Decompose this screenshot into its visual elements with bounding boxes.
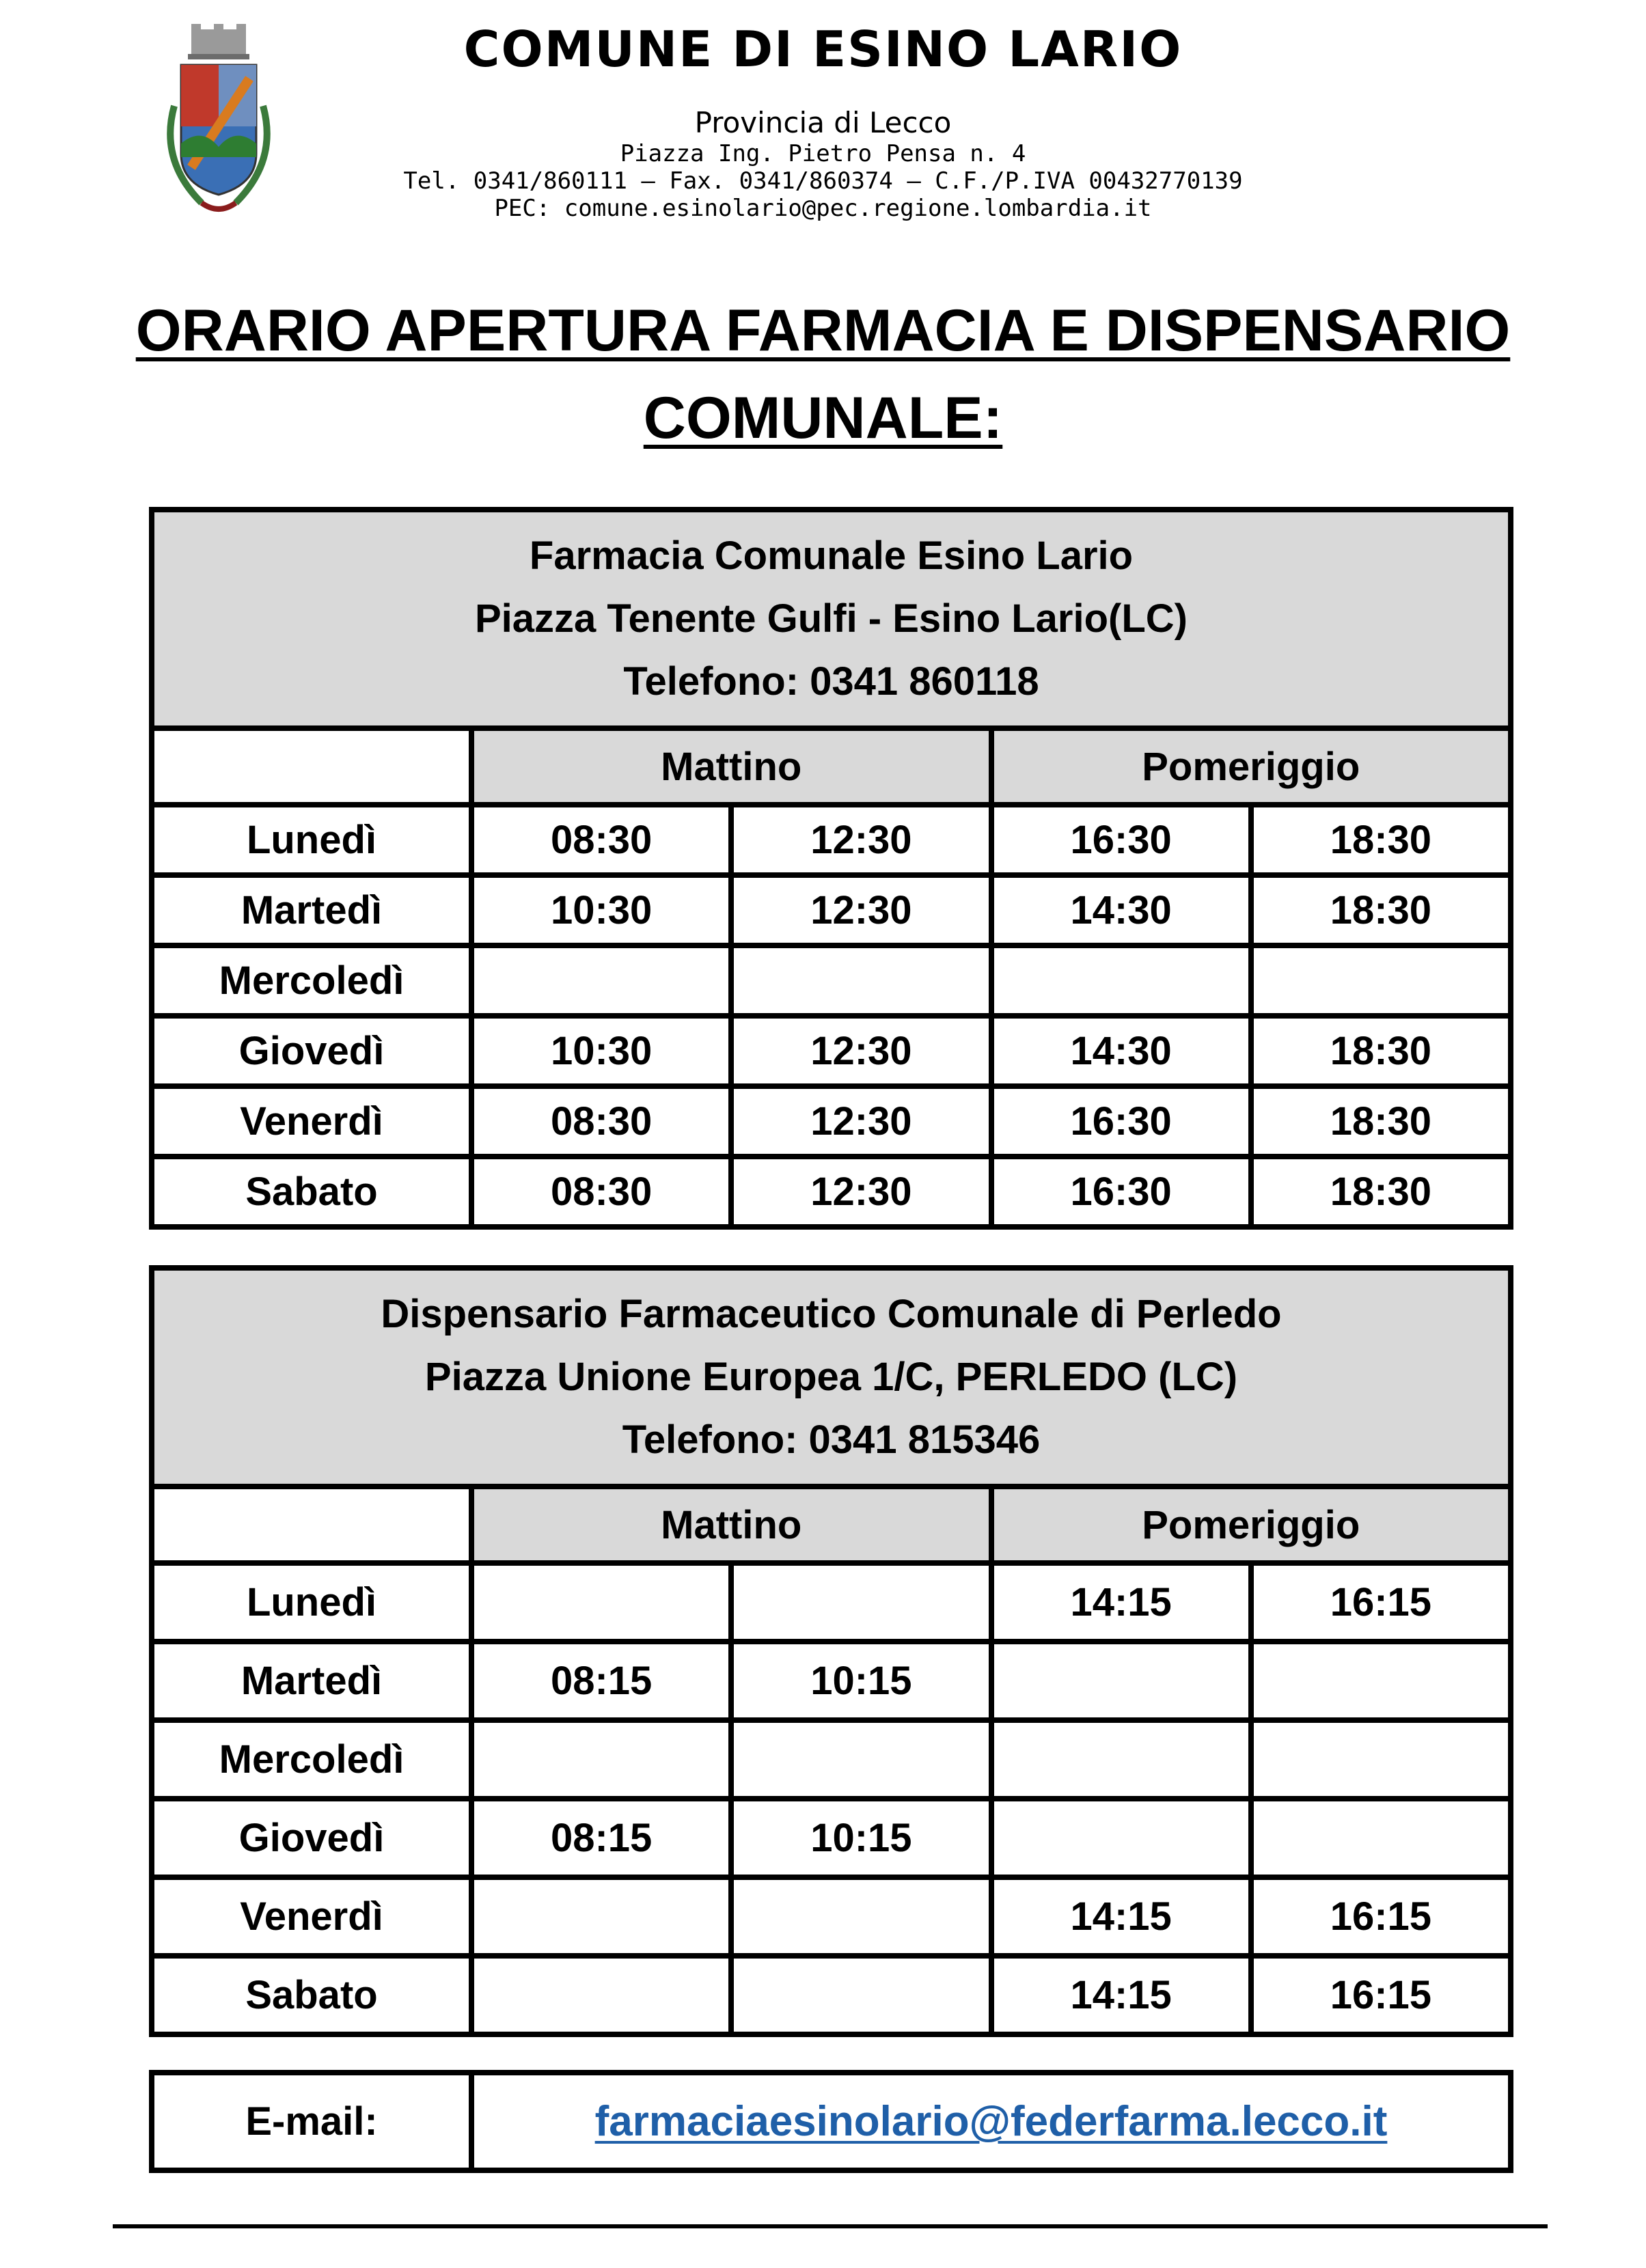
day-cell: Mercoledì bbox=[152, 1720, 471, 1799]
farmacia-phone: Telefono: 0341 860118 bbox=[623, 659, 1039, 704]
day-cell: Giovedì bbox=[152, 1799, 471, 1877]
table-row bbox=[152, 1086, 1511, 1157]
morning-close-cell bbox=[731, 1720, 991, 1799]
day-cell: Giovedì bbox=[152, 1016, 471, 1086]
afternoon-close-cell bbox=[1251, 1799, 1511, 1877]
afternoon-close-cell: 18:30 bbox=[1251, 875, 1511, 945]
contacts-line: Tel. 0341/860111 – Fax. 0341/860374 – C.F./P.IVA 00432770139 bbox=[403, 167, 1243, 195]
table-row bbox=[152, 875, 1511, 945]
dispensario-shift-header-row bbox=[152, 1486, 1511, 1563]
morning-open-cell: 08:30 bbox=[471, 1157, 731, 1227]
afternoon-close-cell: 16:15 bbox=[1251, 1563, 1511, 1642]
day-cell: Lunedì bbox=[152, 1563, 471, 1642]
morning-open-cell bbox=[471, 1720, 731, 1799]
morning-open-cell bbox=[471, 945, 731, 1016]
document-title bbox=[0, 287, 1646, 462]
day-cell: Lunedì bbox=[152, 805, 471, 875]
morning-close-cell bbox=[731, 1956, 991, 2034]
afternoon-close-cell bbox=[1251, 1720, 1511, 1799]
farmacia-info-cell bbox=[152, 510, 1511, 728]
afternoon-close-cell: 18:30 bbox=[1251, 1157, 1511, 1227]
bottom-divider bbox=[113, 2224, 1548, 2228]
afternoon-close-cell bbox=[1251, 1642, 1511, 1720]
day-cell: Mercoledì bbox=[152, 945, 471, 1016]
afternoon-open-cell: 14:15 bbox=[991, 1956, 1251, 2034]
morning-open-cell bbox=[471, 1877, 731, 1956]
dispensario-address: Piazza Unione Europea 1/C, PERLEDO (LC) bbox=[424, 1355, 1238, 1399]
morning-close-cell: 10:15 bbox=[731, 1799, 991, 1877]
day-cell: Martedì bbox=[152, 875, 471, 945]
morning-close-cell: 10:15 bbox=[731, 1642, 991, 1720]
dispensario-schedule-table bbox=[149, 1265, 1513, 2037]
table-row bbox=[152, 805, 1511, 875]
afternoon-open-cell: 14:30 bbox=[991, 1016, 1251, 1086]
email-cell bbox=[471, 2073, 1511, 2170]
day-cell: Martedì bbox=[152, 1642, 471, 1720]
farmacia-info-row bbox=[152, 510, 1511, 728]
dispensario-info-row bbox=[152, 1268, 1511, 1486]
document-title-line-2: COMUNALE: bbox=[643, 385, 1003, 451]
morning-open-cell bbox=[471, 1956, 731, 2034]
morning-open-cell: 08:30 bbox=[471, 805, 731, 875]
farmacia-schedule-table bbox=[149, 507, 1513, 1230]
afternoon-close-cell: 16:15 bbox=[1251, 1877, 1511, 1956]
table-row bbox=[152, 1157, 1511, 1227]
afternoon-close-cell: 18:30 bbox=[1251, 1086, 1511, 1157]
afternoon-open-cell bbox=[991, 1720, 1251, 1799]
day-cell: Sabato bbox=[152, 1157, 471, 1227]
morning-header: Mattino bbox=[471, 728, 991, 805]
table-row bbox=[152, 1016, 1511, 1086]
table-row bbox=[152, 945, 1511, 1016]
morning-open-cell: 08:15 bbox=[471, 1799, 731, 1877]
email-link[interactable]: farmaciaesinolario@federfarma.lecco.it bbox=[594, 2098, 1388, 2145]
afternoon-open-cell: 14:15 bbox=[991, 1563, 1251, 1642]
table-row bbox=[152, 1956, 1511, 2034]
farmacia-address: Piazza Tenente Gulfi - Esino Lario(LC) bbox=[474, 596, 1188, 641]
afternoon-open-cell bbox=[991, 1799, 1251, 1877]
table-row bbox=[152, 1720, 1511, 1799]
table-row bbox=[152, 1642, 1511, 1720]
morning-close-cell bbox=[731, 1563, 991, 1642]
morning-close-cell bbox=[731, 945, 991, 1016]
afternoon-open-cell bbox=[991, 945, 1251, 1016]
email-label: E-mail: bbox=[152, 2073, 471, 2170]
dispensario-name: Dispensario Farmaceutico Comunale di Perledo bbox=[381, 1292, 1282, 1336]
morning-open-cell: 10:30 bbox=[471, 875, 731, 945]
farmacia-name: Farmacia Comunale Esino Lario bbox=[529, 534, 1134, 578]
table-row bbox=[152, 1563, 1511, 1642]
afternoon-close-cell bbox=[1251, 945, 1511, 1016]
day-cell: Venerdì bbox=[152, 1877, 471, 1956]
table-row bbox=[152, 1877, 1511, 1956]
morning-close-cell: 12:30 bbox=[731, 1016, 991, 1086]
dispensario-phone: Telefono: 0341 815346 bbox=[622, 1418, 1041, 1462]
afternoon-close-cell: 16:15 bbox=[1251, 1956, 1511, 2034]
afternoon-open-cell: 16:30 bbox=[991, 1157, 1251, 1227]
document-title-line-1: ORARIO APERTURA FARMACIA E DISPENSARIO bbox=[135, 298, 1511, 363]
empty-header-cell bbox=[152, 1486, 471, 1563]
table-row bbox=[152, 1799, 1511, 1877]
morning-open-cell bbox=[471, 1563, 731, 1642]
morning-header: Mattino bbox=[471, 1486, 991, 1563]
morning-open-cell: 08:30 bbox=[471, 1086, 731, 1157]
email-row bbox=[152, 2073, 1511, 2170]
afternoon-open-cell: 14:15 bbox=[991, 1877, 1251, 1956]
morning-close-cell: 12:30 bbox=[731, 875, 991, 945]
empty-header-cell bbox=[152, 728, 471, 805]
email-table bbox=[149, 2070, 1513, 2173]
morning-open-cell: 10:30 bbox=[471, 1016, 731, 1086]
morning-close-cell bbox=[731, 1877, 991, 1956]
afternoon-open-cell: 14:30 bbox=[991, 875, 1251, 945]
afternoon-close-cell: 18:30 bbox=[1251, 805, 1511, 875]
municipality-title: COMUNE DI ESINO LARIO bbox=[463, 20, 1183, 78]
afternoon-open-cell: 16:30 bbox=[991, 1086, 1251, 1157]
afternoon-open-cell bbox=[991, 1642, 1251, 1720]
afternoon-header: Pomeriggio bbox=[991, 728, 1511, 805]
morning-close-cell: 12:30 bbox=[731, 1157, 991, 1227]
address-line: Piazza Ing. Pietro Pensa n. 4 bbox=[620, 140, 1026, 167]
morning-close-cell: 12:30 bbox=[731, 1086, 991, 1157]
afternoon-close-cell: 18:30 bbox=[1251, 1016, 1511, 1086]
afternoon-header: Pomeriggio bbox=[991, 1486, 1511, 1563]
morning-close-cell: 12:30 bbox=[731, 805, 991, 875]
farmacia-shift-header-row bbox=[152, 728, 1511, 805]
dispensario-info-cell bbox=[152, 1268, 1511, 1486]
pec-line: PEC: comune.esinolario@pec.regione.lombardia.it bbox=[494, 195, 1152, 222]
day-cell: Sabato bbox=[152, 1956, 471, 2034]
day-cell: Venerdì bbox=[152, 1086, 471, 1157]
afternoon-open-cell: 16:30 bbox=[991, 805, 1251, 875]
province-line: Provincia di Lecco bbox=[694, 106, 952, 139]
morning-open-cell: 08:15 bbox=[471, 1642, 731, 1720]
